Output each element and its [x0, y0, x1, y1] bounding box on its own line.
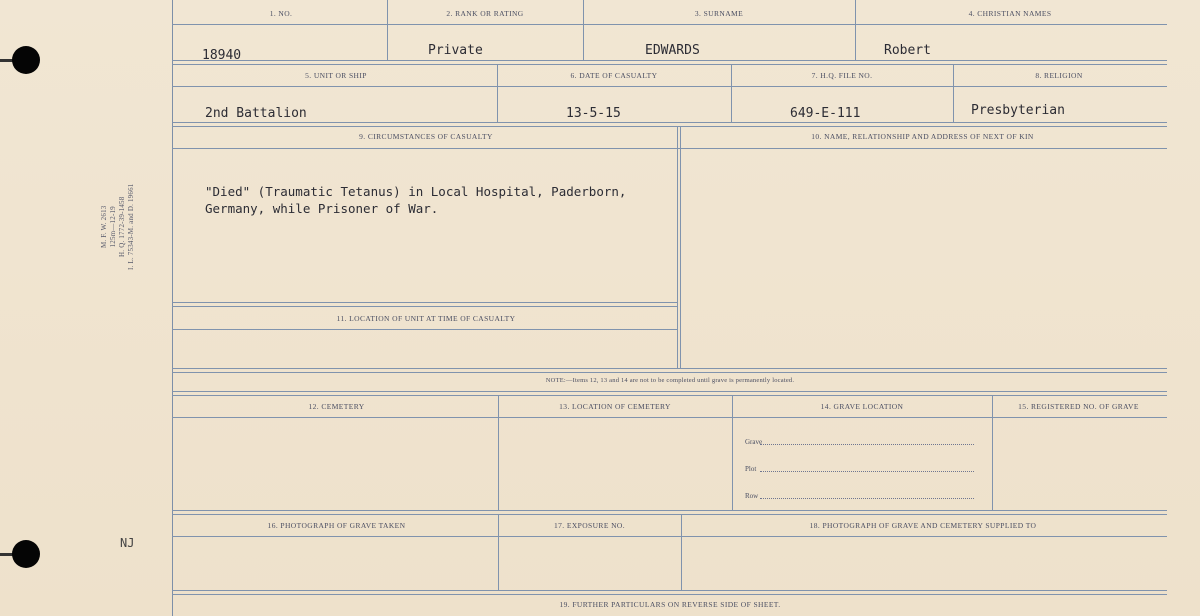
- hq-file-value: 649-E-111: [790, 106, 861, 121]
- punch-hole-bottom: [12, 540, 40, 568]
- plot-row-label: Plot: [745, 465, 757, 473]
- completion-note: NOTE:—Items 12, 13 and 14 are not to be completed until grave is permanently located.: [545, 377, 795, 384]
- label-surname: 3. SURNAME: [694, 9, 744, 18]
- grave-row-line: [760, 444, 974, 445]
- form-code-line-1: M. F. W. 2613: [100, 205, 108, 249]
- label-christian-names: 4. CHRISTIAN NAMES: [968, 9, 1052, 18]
- label-registered-no: 15. REGISTERED NO. OF GRAVE: [1018, 402, 1139, 411]
- label-exposure-no: 17. EXPOSURE NO.: [554, 521, 625, 530]
- form-code-line-3: H. Q. 1772-39-1458: [118, 196, 126, 257]
- label-location-of-unit: 11. LOCATION OF UNIT AT TIME OF CASUALTY: [336, 314, 516, 323]
- margin-mark: NJ: [120, 536, 135, 550]
- label-cemetery: 12. CEMETERY: [308, 402, 365, 411]
- plot-row-line: [760, 471, 974, 472]
- date-of-casualty-value: 13-5-15: [566, 106, 621, 121]
- religion-value: Presbyterian: [971, 103, 1065, 118]
- label-grave-location: 14. GRAVE LOCATION: [820, 402, 904, 411]
- row-row-line: [760, 498, 974, 499]
- label-circumstances: 9. CIRCUMSTANCES OF CASUALTY: [359, 132, 493, 141]
- margin-line: [172, 0, 173, 616]
- unit-value: 2nd Battalion: [205, 106, 307, 121]
- label-rank: 2. RANK OR RATING: [446, 9, 524, 18]
- label-further-particulars: 19. FURTHER PARTICULARS ON REVERSE SIDE OF SHEET.: [559, 600, 781, 609]
- punch-hole-top: [12, 46, 40, 74]
- label-photograph-taken: 16. PHOTOGRAPH OF GRAVE TAKEN: [267, 521, 406, 530]
- label-religion: 8. RELIGION: [1035, 71, 1083, 80]
- circumstances-value: "Died" (Traumatic Tetanus) in Local Hospital, Paderborn, Germany, while Prisoner of War.: [205, 184, 627, 216]
- christian-names-value: Robert: [884, 43, 931, 58]
- form-code-line-2: 125m—12-19: [109, 206, 117, 248]
- grave-row-label: Grave: [745, 438, 763, 446]
- label-date-of-casualty: 6. DATE OF CASUALTY: [570, 71, 658, 80]
- label-photograph-supplied: 18. PHOTOGRAPH OF GRAVE AND CEMETERY SUPPLIED TO: [809, 521, 1037, 530]
- rank-value: Private: [428, 43, 483, 58]
- label-hq-file: 7. H.Q. FILE NO.: [811, 71, 873, 80]
- label-next-of-kin: 10. NAME, RELATIONSHIP AND ADDRESS OF NEXT OF KIN: [811, 132, 1034, 141]
- regimental-number: 18940: [202, 48, 242, 63]
- label-location-of-cemetery: 13. LOCATION OF CEMETERY: [559, 402, 671, 411]
- form-code-line-4: I. L. 75343-M. and D. 19661: [127, 183, 135, 270]
- label-unit: 5. UNIT OR SHIP: [305, 71, 367, 80]
- surname-value: EDWARDS: [645, 43, 700, 58]
- row-row-label: Row: [745, 492, 759, 500]
- label-number: 1. NO.: [269, 9, 293, 18]
- form-print-code: [100, 184, 136, 270]
